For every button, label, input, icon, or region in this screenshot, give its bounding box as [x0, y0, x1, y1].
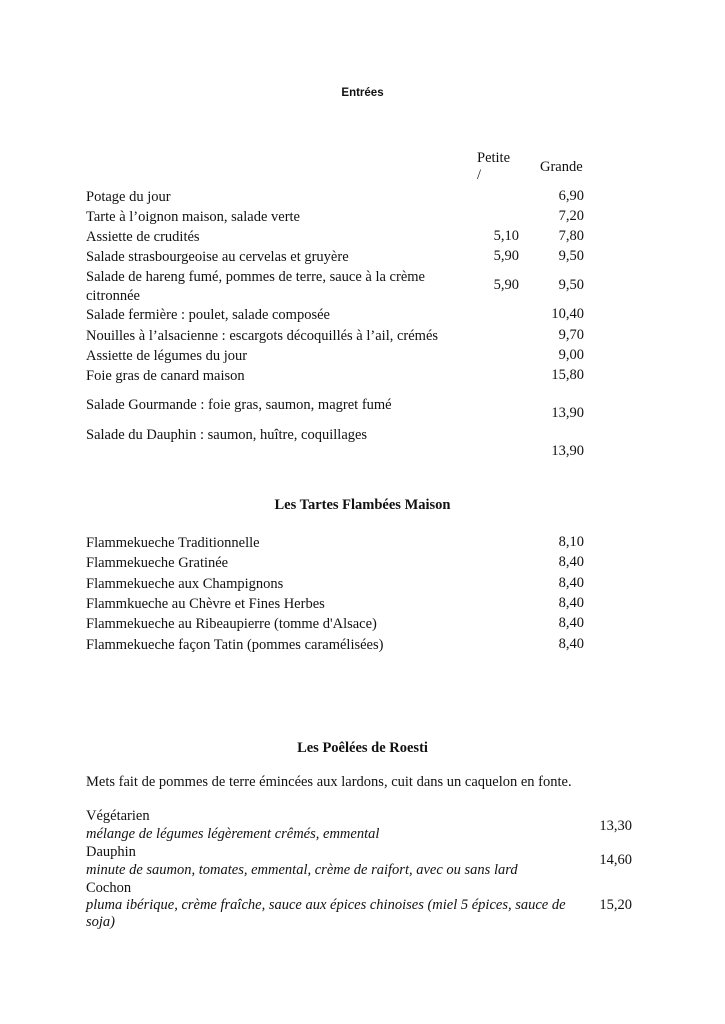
price: 8,40: [558, 595, 584, 611]
menu-item-name: Salade de hareng fumé, pommes de terre, sauce à la crème citronnée: [86, 269, 425, 304]
dish-name: Végétarien: [86, 808, 150, 824]
menu-item-name: Potage du jour: [86, 189, 171, 205]
price: 15,20: [599, 897, 632, 913]
dish-description: pluma ibérique, crème fraîche, sauce aux épices chinoises (miel 5 épices, sauce de soja): [86, 897, 566, 930]
section-title-roesti: Les Poêlées de Roesti: [297, 740, 428, 756]
price: 13,30: [599, 818, 632, 834]
section-intro: Mets fait de pommes de terre émincées aux lardons, cuit dans un caquelon en fonte.: [86, 774, 572, 790]
menu-item-name: Flammekueche aux Champignons: [86, 576, 284, 592]
price-grande: 15,80: [551, 367, 584, 383]
price-grande: 9,00: [558, 347, 584, 363]
price-grande: 9,50: [558, 277, 584, 293]
menu-item-name: Flammekueche façon Tatin (pommes caramélisées): [86, 637, 384, 653]
menu-item-name: Flammekueche au Ribeaupierre (tomme d'Alsace): [86, 616, 377, 632]
price: 8,40: [558, 575, 584, 591]
price: 14,60: [599, 852, 632, 868]
column-header-grande: Grande: [540, 159, 583, 175]
menu-item-name: Salade du Dauphin : saumon, huître, coquillages: [86, 427, 368, 443]
menu-item-name: Nouilles à l’alsacienne : escargots décoquillés à l’ail, crémés: [86, 328, 439, 344]
price-grande: 7,80: [558, 228, 584, 244]
menu-item-name: Tarte à l’oignon maison, salade verte: [86, 209, 300, 225]
menu-item-name: Flammkueche au Chèvre et Fines Herbes: [86, 596, 325, 612]
menu-item-name: Foie gras de canard maison: [86, 368, 245, 384]
dish-description: minute de saumon, tomates, emmental, crème de raifort, avec ou sans lard: [86, 862, 518, 878]
menu-item-name: Flammekueche Gratinée: [86, 555, 229, 571]
price-grande: 7,20: [558, 208, 584, 224]
dish-name: Cochon: [86, 880, 132, 896]
price-grande: 13,90: [551, 405, 584, 421]
menu-item-name: Assiette de crudités: [86, 229, 200, 245]
price-grande: 6,90: [558, 188, 584, 204]
price: 8,40: [558, 615, 584, 631]
dish-description: mélange de légumes légèrement crêmés, emmental: [86, 826, 380, 842]
price-grande: 9,70: [558, 327, 584, 343]
price-grande: 10,40: [551, 306, 584, 322]
dish-name: Dauphin: [86, 844, 136, 860]
section-title-entrees: Entrées: [341, 87, 384, 99]
menu-item-name: Flammekueche Traditionnelle: [86, 535, 260, 551]
menu-item-name: Salade Gourmande : foie gras, saumon, magret fumé: [86, 397, 392, 413]
price: 8,40: [558, 636, 584, 652]
section-title-tartes: Les Tartes Flambées Maison: [274, 497, 451, 513]
price-petite: 5,90: [493, 277, 519, 293]
column-header-petite: Petite /: [477, 150, 511, 183]
price-grande: 9,50: [558, 248, 584, 264]
price-grande: 13,90: [551, 443, 584, 459]
price: 8,40: [558, 554, 584, 570]
menu-item-name: Salade strasbourgeoise au cervelas et gruyère: [86, 249, 349, 265]
price: 8,10: [558, 534, 584, 550]
price-petite: 5,90: [493, 248, 519, 264]
menu-item-name: Salade fermière : poulet, salade composée: [86, 307, 330, 323]
price-petite: 5,10: [493, 228, 519, 244]
menu-item-name: Assiette de légumes du jour: [86, 348, 248, 364]
